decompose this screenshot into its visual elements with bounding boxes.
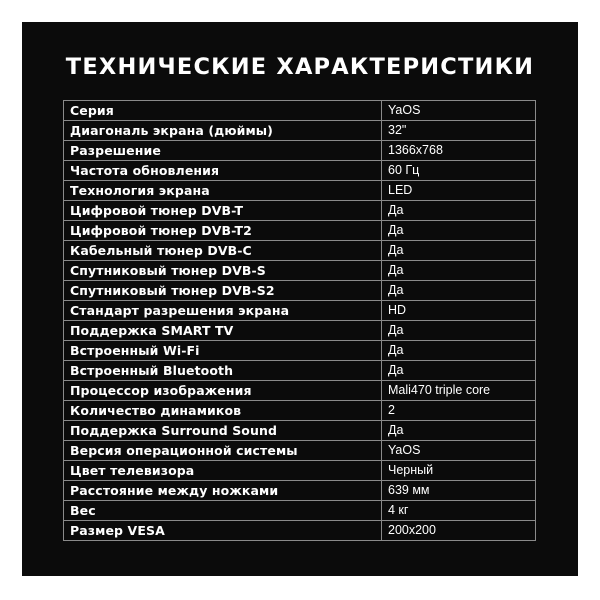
spec-label: Частота обновления [64,161,382,181]
spec-row [64,521,536,541]
spec-value: Да [382,241,536,261]
spec-value: Да [382,361,536,381]
spec-row [64,461,536,481]
spec-value: YaOS [382,101,536,121]
spec-value: Да [382,221,536,241]
spec-label: Технология экрана [64,181,382,201]
spec-label: Цвет телевизора [64,461,382,481]
spec-label: Расстояние между ножками [64,481,382,501]
spec-value: Да [382,261,536,281]
spec-label: Версия операционной системы [64,441,382,461]
spec-row [64,401,536,421]
spec-label: Вес [64,501,382,521]
spec-row [64,261,536,281]
spec-value: 639 мм [382,481,536,501]
spec-row [64,441,536,461]
spec-value: 1366х768 [382,141,536,161]
spec-value: 60 Гц [382,161,536,181]
spec-value: 2 [382,401,536,421]
spec-label: Встроенный Wi-Fi [64,341,382,361]
spec-row [64,221,536,241]
spec-value: HD [382,301,536,321]
spec-label: Стандарт разрешения экрана [64,301,382,321]
spec-value: 32" [382,121,536,141]
spec-value: Да [382,281,536,301]
spec-row [64,501,536,521]
spec-label: Поддержка Surround Sound [64,421,382,441]
page-title: ТЕХНИЧЕСКИЕ ХАРАКТЕРИСТИКИ [65,54,535,80]
spec-label: Цифровой тюнер DVB-T [64,201,382,221]
spec-label: Спутниковый тюнер DVB-S [64,261,382,281]
spec-row [64,481,536,501]
spec-value: Черный [382,461,536,481]
spec-row [64,301,536,321]
spec-value: Mali470 triple core [382,381,536,401]
spec-row [64,421,536,441]
spec-table-body [64,101,536,541]
spec-table [63,100,536,541]
spec-value: LED [382,181,536,201]
spec-row [64,201,536,221]
spec-label: Поддержка SMART TV [64,321,382,341]
spec-value: 200х200 [382,521,536,541]
spec-row [64,381,536,401]
spec-label: Разрешение [64,141,382,161]
spec-row [64,341,536,361]
spec-label: Процессор изображения [64,381,382,401]
spec-label: Количество динамиков [64,401,382,421]
spec-row [64,361,536,381]
spec-row [64,181,536,201]
spec-value: Да [382,201,536,221]
spec-label: Кабельный тюнер DVB-C [64,241,382,261]
spec-value: Да [382,321,536,341]
spec-row [64,281,536,301]
spec-label: Серия [64,101,382,121]
spec-value: Да [382,421,536,441]
spec-row [64,241,536,261]
spec-row [64,101,536,121]
spec-row [64,141,536,161]
spec-label: Цифровой тюнер DVB-T2 [64,221,382,241]
spec-label: Размер VESA [64,521,382,541]
spec-label: Встроенный Bluetooth [64,361,382,381]
spec-value: Да [382,341,536,361]
spec-value: 4 кг [382,501,536,521]
spec-row [64,321,536,341]
spec-row [64,121,536,141]
spec-label: Диагональ экрана (дюймы) [64,121,382,141]
spec-value: YaOS [382,441,536,461]
spec-row [64,161,536,181]
spec-label: Спутниковый тюнер DVB-S2 [64,281,382,301]
